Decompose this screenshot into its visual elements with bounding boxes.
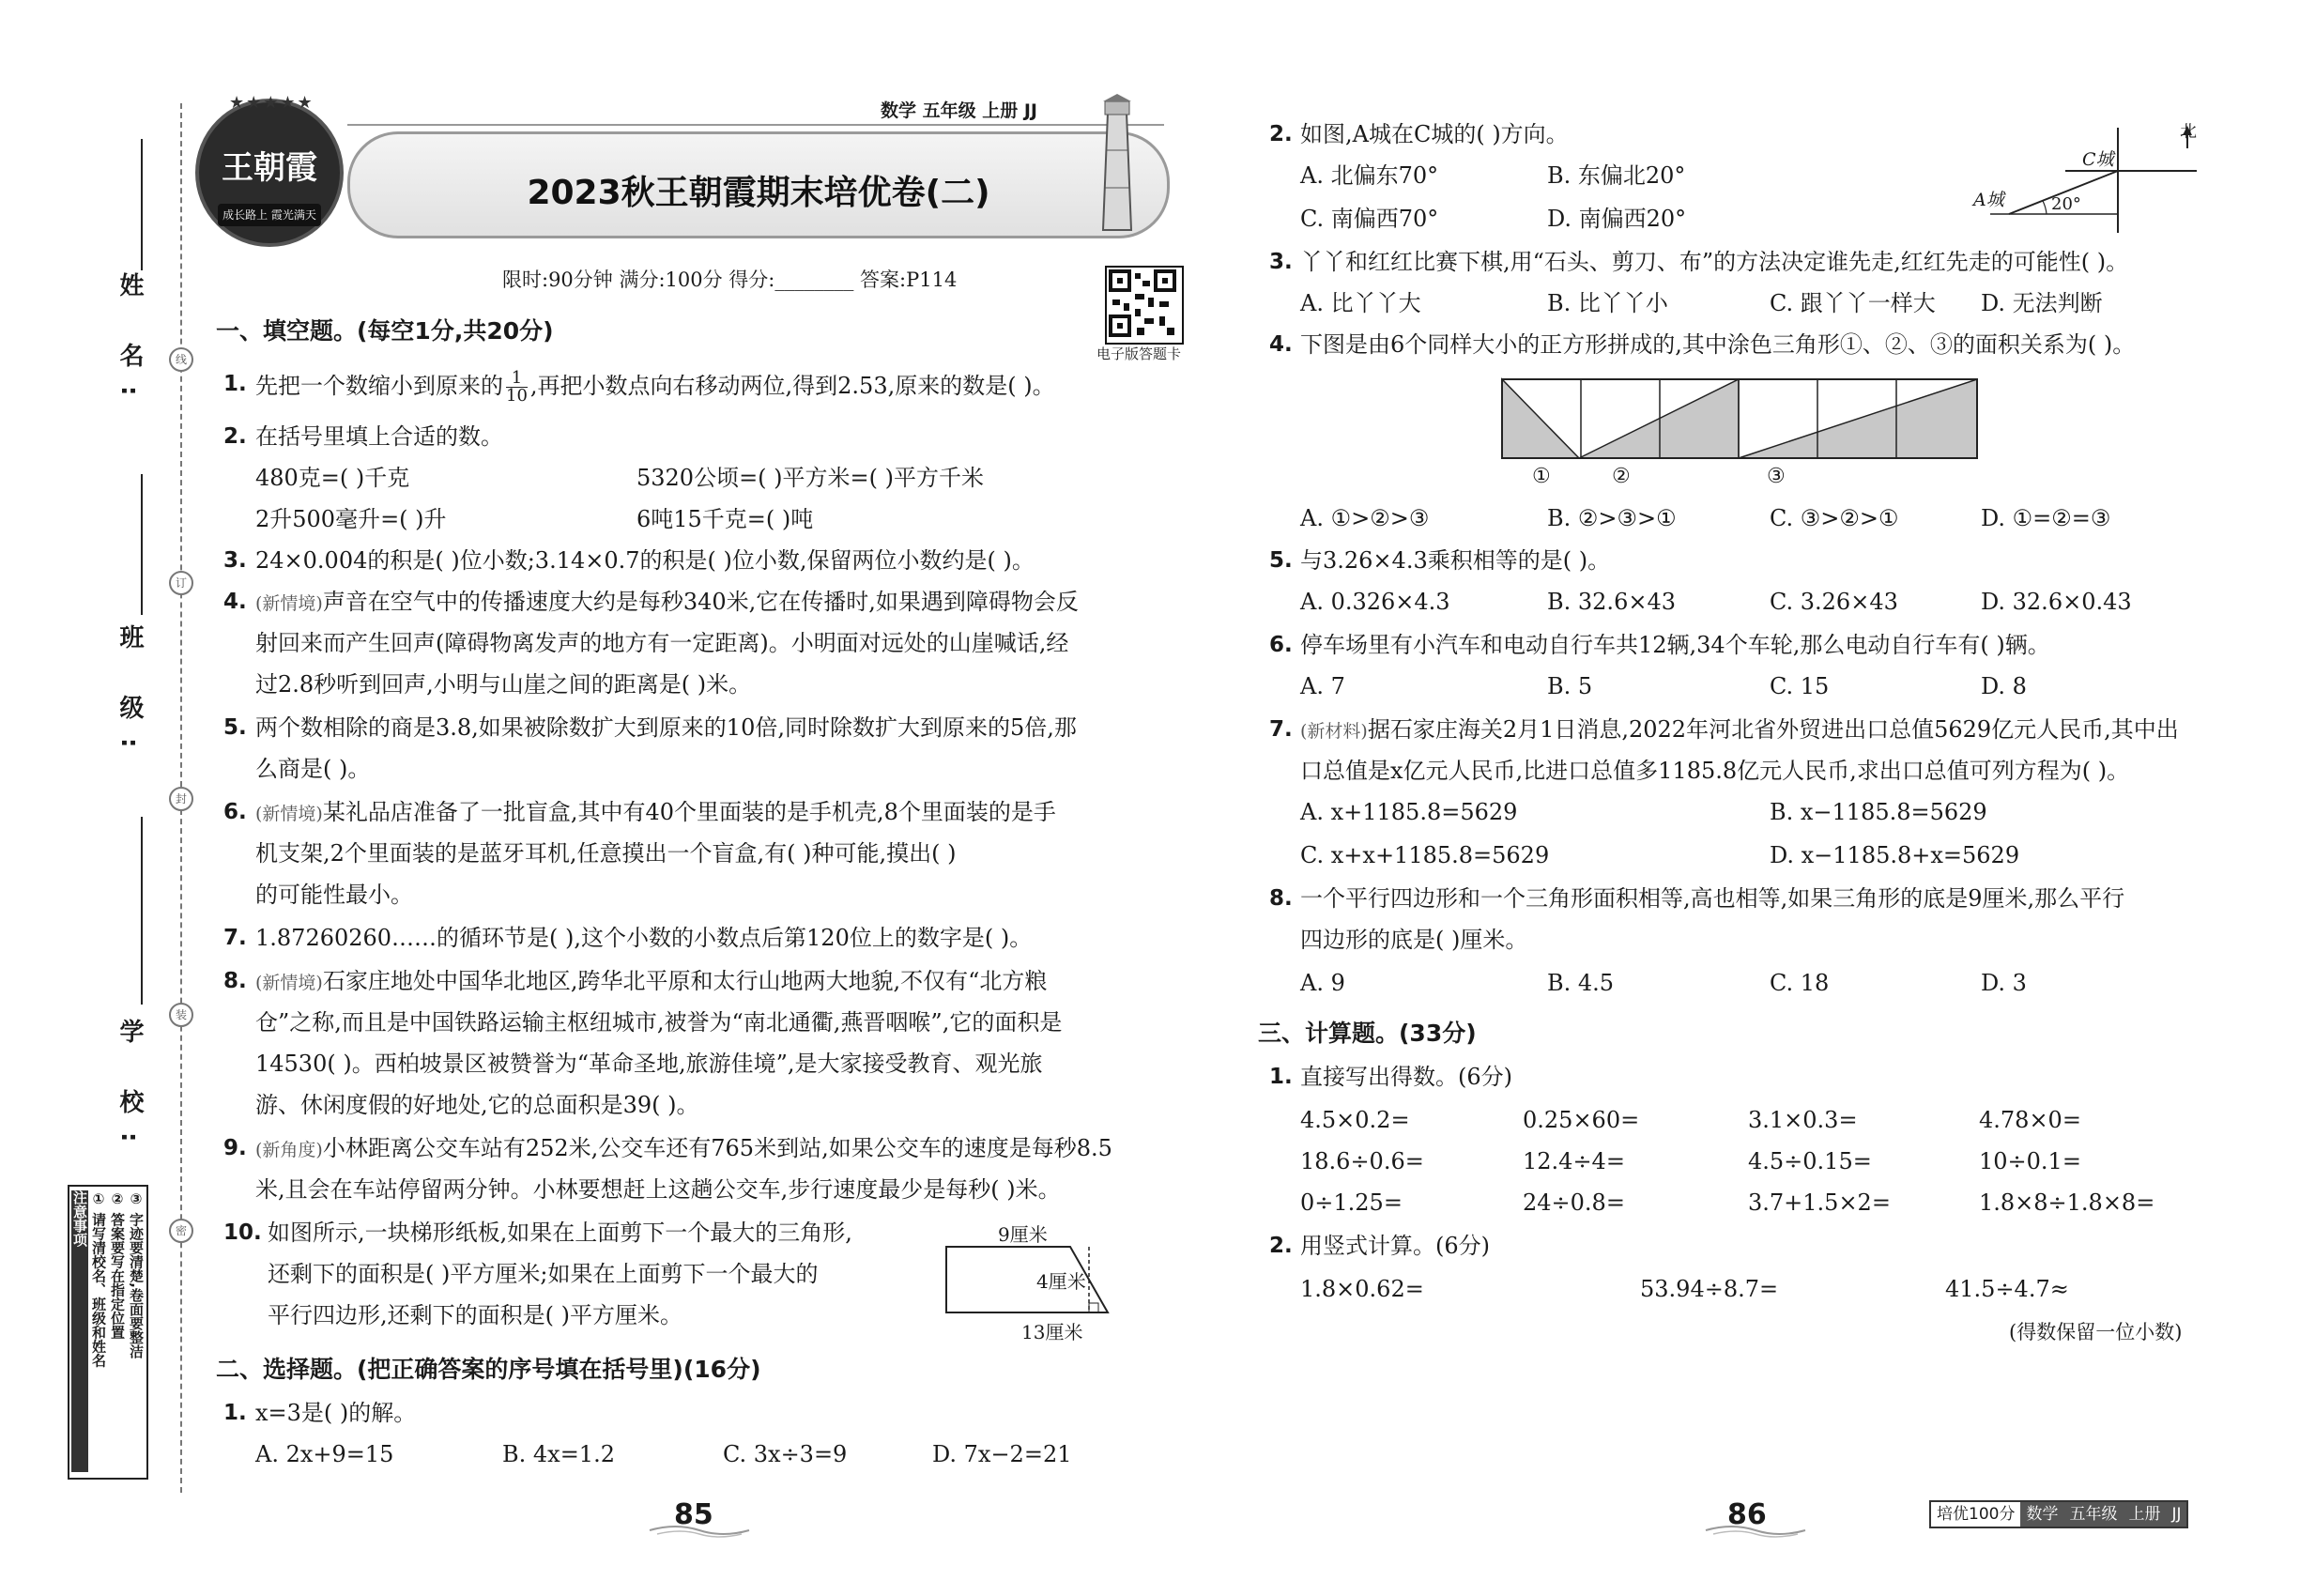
title-banner [347, 131, 1170, 238]
notice-item: ② 答案要写在指定位置 [109, 1190, 126, 1340]
question-text [255, 588, 1079, 618]
trapezoid-bottom-label: 13厘米 [1021, 1321, 1083, 1343]
subject-line: 数学 五年级 上册 JJ [881, 100, 1037, 121]
fraction [506, 370, 528, 405]
question-number: 10. [223, 1220, 262, 1245]
question-text: 一个平行四边形和一个三角形面积相等,高也相等,如果三角形的底是9厘米,那么平行 [1300, 885, 2125, 912]
option-c[interactable]: C. 南偏西70° [1300, 206, 1439, 232]
question-number: 6. [1269, 633, 1293, 657]
option-c[interactable]: C. 3x÷3=9 [723, 1441, 848, 1467]
question-text: 先把一个数缩小到原来的 [255, 373, 503, 399]
question-number: 4. [223, 590, 247, 614]
option-d[interactable]: D. 南偏西20° [1547, 206, 1687, 232]
calc-item[interactable]: 4.78×0= [1979, 1107, 2081, 1133]
question-text: 的可能性最小。 [255, 882, 413, 908]
figure-label: ③ [1767, 465, 1786, 488]
question-text: 游、休闲度假的好地处,它的总面积是39( )。 [255, 1092, 699, 1118]
question-text: 米,且会在车站停留两分钟。小林要想赶上这趟公交车,步行速度最少是每秒( )米。 [255, 1176, 1061, 1203]
compass-angle-label: 20° [2051, 194, 2081, 214]
question-text: 口总值是x亿元人民币,比进口总值多1185.8亿元人民币,求出口总值可列方程为( )。 [1300, 758, 2130, 784]
seal-mark: 线 [169, 347, 193, 372]
fill-blank[interactable]: 480克=( )千克 [255, 465, 410, 491]
figure-label: ② [1612, 465, 1631, 488]
option-a[interactable]: A. x+1185.8=5629 [1300, 799, 1518, 825]
question-number: 6. [223, 800, 247, 824]
calc-item[interactable]: 12.4÷4= [1523, 1148, 1625, 1174]
notice-item: ① 请写清校名、班级和姓名 [90, 1190, 107, 1368]
page-title: 2023秋王朝霞期末培优卷(二) [527, 174, 990, 212]
page-flourish-icon [1704, 1523, 1807, 1538]
school-line[interactable] [141, 817, 143, 1005]
question-number: 1. [223, 1401, 247, 1425]
calc-item[interactable]: 3.1×0.3= [1748, 1107, 1858, 1133]
option-d[interactable]: D. x−1185.8+x=5629 [1770, 842, 2020, 868]
question-text: 在括号里填上合适的数。 [255, 423, 503, 450]
seal-mark: 封 [169, 787, 193, 811]
notice-title: 注意事项 [71, 1190, 88, 1472]
question-text [255, 967, 1047, 997]
question-number: 1. [1269, 1065, 1293, 1089]
calc-item[interactable]: 24÷0.8= [1523, 1189, 1625, 1216]
page-number: 85 [674, 1498, 713, 1531]
question-tag: (新情境) [255, 593, 323, 614]
brand-logo [195, 93, 344, 247]
rounding-note: (得数保留一位小数) [2009, 1321, 2183, 1343]
question-text: 14530( )。西柏坡景区被赞誉为“革命圣地,旅游佳境”,是大家接受教育、观光旅 [255, 1051, 1043, 1077]
calc-item[interactable]: 0÷1.25= [1300, 1189, 1403, 1216]
question-text: 小林距离公交车站有252米,公交车还有765米到站,如果公交车的速度是每秒8.5 [322, 1135, 1112, 1161]
fraction-numerator: 1 [506, 370, 528, 388]
star-icon: ★★★★★ [229, 93, 314, 113]
lighthouse-icon [1084, 94, 1150, 235]
question-text: 24×0.004的积是( )位小数;3.14×0.7的积是( )位小数,保留两位小数约是( )。 [255, 547, 1035, 574]
compass-a-label: A城 [1973, 190, 2004, 210]
question-text: 1.87260260……的循环节是( ),这个小数的小数点后第120位上的数字是( )。 [255, 925, 1033, 951]
question-text: 与3.26×4.3乘积相等的是( )。 [1300, 547, 1611, 574]
question-text: 四边形的底是( )厘米。 [1300, 927, 1528, 953]
option-b[interactable]: B. ②>③>① [1547, 505, 1677, 531]
page-flourish-icon [648, 1523, 751, 1538]
question-number: 5. [223, 715, 247, 740]
footer-badge [1929, 1500, 2188, 1528]
fill-blank[interactable]: 6吨15千克=( )吨 [636, 506, 814, 532]
option-a[interactable]: A. 2x+9=15 [255, 1441, 394, 1467]
compass-north-label: 北 [2180, 122, 2197, 142]
option-d[interactable]: D. 3 [1981, 970, 2027, 996]
footer-badge-volume: 上册 [2123, 1502, 2166, 1527]
question-text: 平行四边形,还剩下的面积是( )平方厘米。 [268, 1302, 682, 1328]
question-text: 过2.8秒听到回声,小明与山崖之间的距离是( )米。 [255, 671, 752, 698]
question-text [1300, 715, 2179, 745]
option-b[interactable]: B. x−1185.8=5629 [1770, 799, 1987, 825]
notice-box [68, 1185, 148, 1480]
option-a[interactable]: A. 北偏东70° [1300, 162, 1439, 189]
class-label: 班 级: [115, 624, 144, 767]
question-tag: (新情境) [255, 973, 323, 993]
calc-item[interactable]: 1.8×0.62= [1300, 1276, 1424, 1302]
seal-mark: 订 [169, 571, 193, 595]
question-number: 1. [223, 372, 247, 396]
question-number: 8. [1269, 886, 1293, 911]
compass-c-label: C城 [2082, 149, 2114, 170]
seal-mark: 密 [169, 1219, 193, 1243]
footer-badge-series: 培优100分 [1937, 1505, 2016, 1524]
option-a[interactable]: A. 比丫丫大 [1300, 290, 1421, 316]
option-d[interactable]: D. 8 [1981, 673, 2027, 699]
calc-item[interactable]: 0.25×60= [1523, 1107, 1640, 1133]
option-a[interactable]: A. 9 [1300, 970, 1345, 996]
question-tag: (新角度) [255, 1140, 323, 1160]
option-d[interactable]: D. 7x−2=21 [932, 1441, 1072, 1467]
question-text [255, 1134, 1112, 1164]
exam-meta: 限时:90分钟 满分:100分 得分:________ 答案:P114 [502, 269, 958, 291]
question-number: 2. [1269, 122, 1293, 146]
calc-item[interactable]: 4.5×0.2= [1300, 1107, 1410, 1133]
option-c[interactable]: C. x+x+1185.8=5629 [1300, 842, 1550, 868]
trapezoid-height-label: 4厘米 [1036, 1270, 1086, 1293]
class-line[interactable] [141, 474, 143, 615]
option-c[interactable]: C. 跟丫丫一样大 [1770, 290, 1936, 316]
question-number: 4. [1269, 332, 1293, 357]
question-text: 停车场里有小汽车和电动自行车共12辆,34个车轮,那么电动自行车有( )辆。 [1300, 632, 2050, 658]
notice-item: ③ 字迹要清楚,卷面要整洁 [128, 1190, 145, 1358]
question-number: 5. [1269, 548, 1293, 573]
question-text: ,再把小数点向右移动两位,得到2.53,原来的数是( )。 [529, 373, 1055, 399]
question-text: 射回来而产生回声(障碍物离发声的地方有一定距离)。小明面对远处的山崖喊话,经 [255, 630, 1069, 656]
question-number: 2. [223, 424, 247, 449]
header-rule [347, 124, 1164, 126]
calc-item[interactable]: 18.6÷0.6= [1300, 1148, 1424, 1174]
calc-item[interactable]: 1.8×8÷1.8×8= [1979, 1189, 2155, 1216]
question-text: 丫丫和红红比赛下棋,用“石头、剪刀、布”的方法决定谁先走,红红先走的可能性( )。 [1300, 249, 2129, 275]
name-line[interactable] [141, 139, 143, 270]
option-b[interactable]: B. 4x=1.2 [502, 1441, 615, 1467]
question-text: 某礼品店准备了一批盲盒,其中有40个里面装的是手机壳,8个里面装的是手 [322, 799, 1056, 825]
calc-item[interactable]: 4.5÷0.15= [1748, 1148, 1872, 1174]
fill-blank[interactable]: 5320公顷=( )平方米=( )平方千米 [636, 465, 985, 491]
option-d[interactable]: D. ①=②=③ [1981, 505, 2111, 531]
question-text: x=3是( )的解。 [255, 1400, 417, 1426]
question-tag: (新材料) [1300, 721, 1368, 742]
question-text: 还剩下的面积是( )平方厘米;如果在上面剪下一个最大的 [268, 1261, 819, 1287]
option-c[interactable]: C. 15 [1770, 673, 1830, 699]
option-b[interactable]: B. 5 [1547, 673, 1593, 699]
section-title: 三、计算题。(33分) [1258, 1020, 1477, 1047]
logo-text: 王朝霞 [222, 149, 317, 187]
figure-label: ① [1532, 465, 1551, 488]
section-title: 二、选择题。(把正确答案的序号填在括号里)(16分) [216, 1356, 761, 1383]
option-b[interactable]: B. 32.6×43 [1547, 589, 1676, 615]
question-number: 2. [1269, 1234, 1293, 1258]
question-number: 9. [223, 1136, 247, 1160]
school-label: 学 校: [115, 1019, 144, 1161]
calc-item[interactable]: 3.7+1.5×2= [1748, 1189, 1891, 1216]
footer-badge-grade: 五年级 [2063, 1502, 2123, 1527]
six-squares-figure [1500, 377, 1981, 462]
seal-mark: 装 [169, 1003, 193, 1027]
question-text: 么商是( )。 [255, 756, 371, 782]
option-a[interactable]: A. 0.326×4.3 [1300, 589, 1450, 615]
calc-item[interactable]: 41.5÷4.7≈ [1945, 1276, 2069, 1302]
question-text: 用竖式计算。(6分) [1300, 1233, 1490, 1259]
option-c[interactable]: C. 3.26×43 [1770, 589, 1898, 615]
option-c[interactable]: C. ③>②>① [1770, 505, 1899, 531]
option-b[interactable]: B. 东偏北20° [1547, 162, 1686, 189]
footer-badge-edition: JJ [2166, 1502, 2186, 1527]
question-text: 如图所示,一块梯形纸板,如果在上面剪下一个最大的三角形, [268, 1220, 852, 1246]
option-a[interactable]: A. 7 [1300, 673, 1345, 699]
calc-item[interactable]: 53.94÷8.7= [1640, 1276, 1779, 1302]
qr-code-icon[interactable] [1105, 266, 1184, 345]
question-number: 8. [223, 969, 247, 993]
calc-item[interactable]: 10÷0.1= [1979, 1148, 2081, 1174]
question-number: 3. [1269, 250, 1293, 274]
compass-diagram [1953, 120, 2206, 242]
option-c[interactable]: C. 18 [1770, 970, 1830, 996]
question-text [255, 798, 1056, 828]
question-text: 仓”之称,而且是中国铁路运输主枢纽城市,被誉为“南北通衢,燕晋咽喉”,它的面积是 [255, 1009, 1063, 1036]
footer-badge-subject: 数学 [2020, 1502, 2063, 1527]
question-text: 石家庄地处中国华北地区,跨华北平原和太行山地两大地貌,不仅有“北方粮 [322, 968, 1048, 994]
option-b[interactable]: B. 比丫丫小 [1547, 290, 1668, 316]
page-number: 86 [1727, 1498, 1767, 1531]
fill-blank[interactable]: 2升500毫升=( )升 [255, 506, 447, 532]
question-text [255, 370, 1055, 405]
fraction-denominator: 10 [506, 386, 528, 406]
option-b[interactable]: B. 4.5 [1547, 970, 1615, 996]
question-text: 下图是由6个同样大小的正方形拼成的,其中涂色三角形①、②、③的面积关系为( )。 [1300, 331, 2136, 358]
section-title: 一、填空题。(每空1分,共20分) [216, 317, 554, 345]
question-tag: (新情境) [255, 804, 323, 824]
question-number: 7. [223, 926, 247, 950]
option-d[interactable]: D. 32.6×0.43 [1981, 589, 2132, 615]
qr-caption: 电子版答题卡 [1096, 345, 1182, 362]
question-text: 直接写出得数。(6分) [1300, 1064, 1512, 1090]
name-label: 姓 名: [115, 272, 144, 415]
question-text: 据石家庄海关2月1日消息,2022年河北省外贸进出口总值5629亿元人民币,其中出 [1367, 716, 2179, 743]
question-number: 3. [223, 548, 247, 573]
question-text: 如图,A城在C城的( )方向。 [1300, 121, 1569, 147]
logo-ribbon: 成长路上 霞光满天 [218, 204, 321, 226]
trapezoid-top-label: 9厘米 [998, 1223, 1048, 1246]
option-d[interactable]: D. 无法判断 [1981, 290, 2103, 316]
question-text: 声音在空气中的传播速度大约是每秒340米,它在传播时,如果遇到障碍物会反 [322, 589, 1079, 615]
option-a[interactable]: A. ①>②>③ [1300, 505, 1430, 531]
question-number: 7. [1269, 717, 1293, 742]
question-text: 两个数相除的商是3.8,如果被除数扩大到原来的10倍,同时除数扩大到原来的5倍,那 [255, 714, 1077, 741]
question-text: 机支架,2个里面装的是蓝牙耳机,任意摸出一个盲盒,有( )种可能,摸出( ) [255, 840, 957, 867]
